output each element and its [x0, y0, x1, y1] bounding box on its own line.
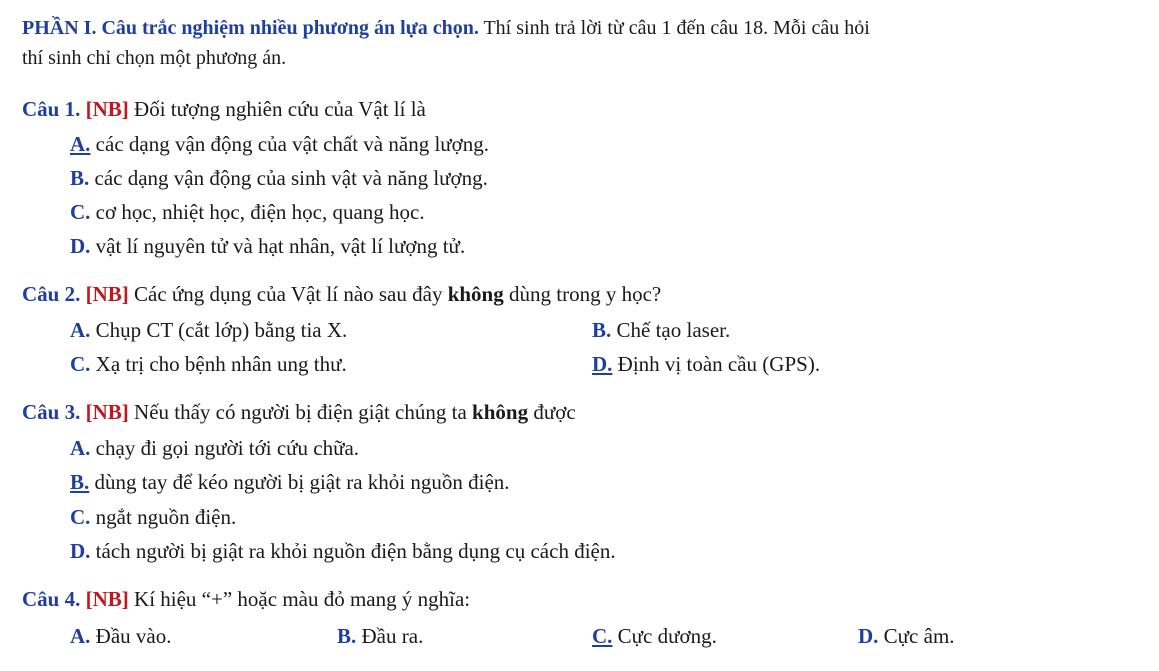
question-3-option-a[interactable] [70, 434, 359, 462]
question-text: Kí hiệu “+” hoặc màu đỏ mang ý nghĩa: [128, 587, 471, 611]
question-1-stem [22, 95, 426, 123]
question-emphasis: không [472, 400, 529, 424]
option-letter: C. [70, 352, 91, 376]
question-text-end: dùng trong y học? [503, 282, 662, 306]
option-text: vật lí nguyên tử và hạt nhân, vật lí lượng tử. [90, 234, 466, 258]
question-label: Câu 1. [22, 97, 81, 121]
question-2-option-a[interactable] [70, 316, 347, 344]
question-label: Câu 4. [22, 587, 81, 611]
question-4-option-d[interactable] [858, 622, 955, 650]
question-2-option-c[interactable] [70, 350, 347, 378]
option-text: cơ học, nhiệt học, điện học, quang học. [90, 200, 425, 224]
question-text: Nếu thấy có người bị điện giật chúng ta [128, 400, 473, 424]
option-letter: A. [70, 318, 91, 342]
option-text: Chụp CT (cắt lớp) bằng tia X. [90, 318, 348, 342]
option-letter: B. [70, 470, 90, 494]
option-text: Định vị toàn cầu (GPS). [612, 352, 821, 376]
question-1-option-c[interactable] [70, 198, 425, 226]
option-text: dùng tay để kéo người bị giật ra khỏi nguồn điện. [89, 470, 510, 494]
question-level: [NB] [85, 282, 129, 306]
option-text: Cực dương. [612, 624, 717, 648]
question-2-option-b[interactable] [592, 316, 730, 344]
option-letter: A. [70, 132, 91, 156]
option-letter: B. [70, 166, 90, 190]
question-label: Câu 3. [22, 400, 81, 424]
question-3-stem [22, 398, 576, 426]
question-1-option-d[interactable] [70, 232, 465, 260]
option-letter: C. [70, 505, 91, 529]
option-letter: A. [70, 624, 91, 648]
option-text: Xạ trị cho bệnh nhân ung thư. [90, 352, 347, 376]
section-instruction: Thí sinh trả lời từ câu 1 đến câu 18. Mỗi câu hỏi [478, 17, 870, 39]
question-emphasis: không [447, 282, 504, 306]
option-letter: A. [70, 436, 91, 460]
option-letter: B. [592, 318, 612, 342]
option-text: ngắt nguồn điện. [90, 505, 237, 529]
question-3-option-c[interactable] [70, 503, 236, 531]
option-letter: D. [70, 234, 91, 258]
option-text: các dạng vận động của vật chất và năng lượng. [90, 132, 490, 156]
option-text: các dạng vận động của sinh vật và năng lượng. [89, 166, 488, 190]
question-4-stem [22, 585, 470, 613]
question-level: [NB] [85, 400, 129, 424]
question-text: Các ứng dụng của Vật lí nào sau đây [128, 282, 448, 306]
option-letter: D. [858, 624, 879, 648]
option-text: chạy đi gọi người tới cứu chữa. [90, 436, 360, 460]
question-4-option-a[interactable] [70, 622, 171, 650]
question-level: [NB] [85, 587, 129, 611]
section-title: PHẦN I. Câu trắc nghiệm nhiều phương án lựa chọn. [22, 17, 479, 39]
section-instruction-cont: thí sinh chỉ chọn một phương án. [22, 47, 287, 69]
question-1-option-b[interactable] [70, 164, 488, 192]
option-text: Đầu ra. [356, 624, 424, 648]
question-1-option-a[interactable] [70, 130, 489, 158]
question-2-stem [22, 280, 661, 308]
option-text: tách người bị giật ra khỏi nguồn điện bằng dụng cụ cách điện. [90, 539, 616, 563]
question-text-end: được [528, 400, 576, 424]
question-3-option-b[interactable] [70, 468, 510, 496]
option-text: Cực âm. [878, 624, 955, 648]
question-level: [NB] [85, 97, 129, 121]
question-4-option-c[interactable] [592, 622, 717, 650]
option-letter: B. [337, 624, 357, 648]
option-letter: C. [592, 624, 613, 648]
question-text: Đối tượng nghiên cứu của Vật lí là [128, 97, 426, 121]
option-text: Chế tạo laser. [611, 318, 731, 342]
option-letter: D. [70, 539, 91, 563]
option-letter: D. [592, 352, 613, 376]
question-3-option-d[interactable] [70, 537, 616, 565]
question-2-option-d[interactable] [592, 350, 820, 378]
option-text: Đầu vào. [90, 624, 172, 648]
question-4-option-b[interactable] [337, 622, 423, 650]
question-label: Câu 2. [22, 282, 81, 306]
section-intro-line-1 [22, 14, 870, 42]
section-intro-line-2 [22, 44, 286, 72]
option-letter: C. [70, 200, 91, 224]
